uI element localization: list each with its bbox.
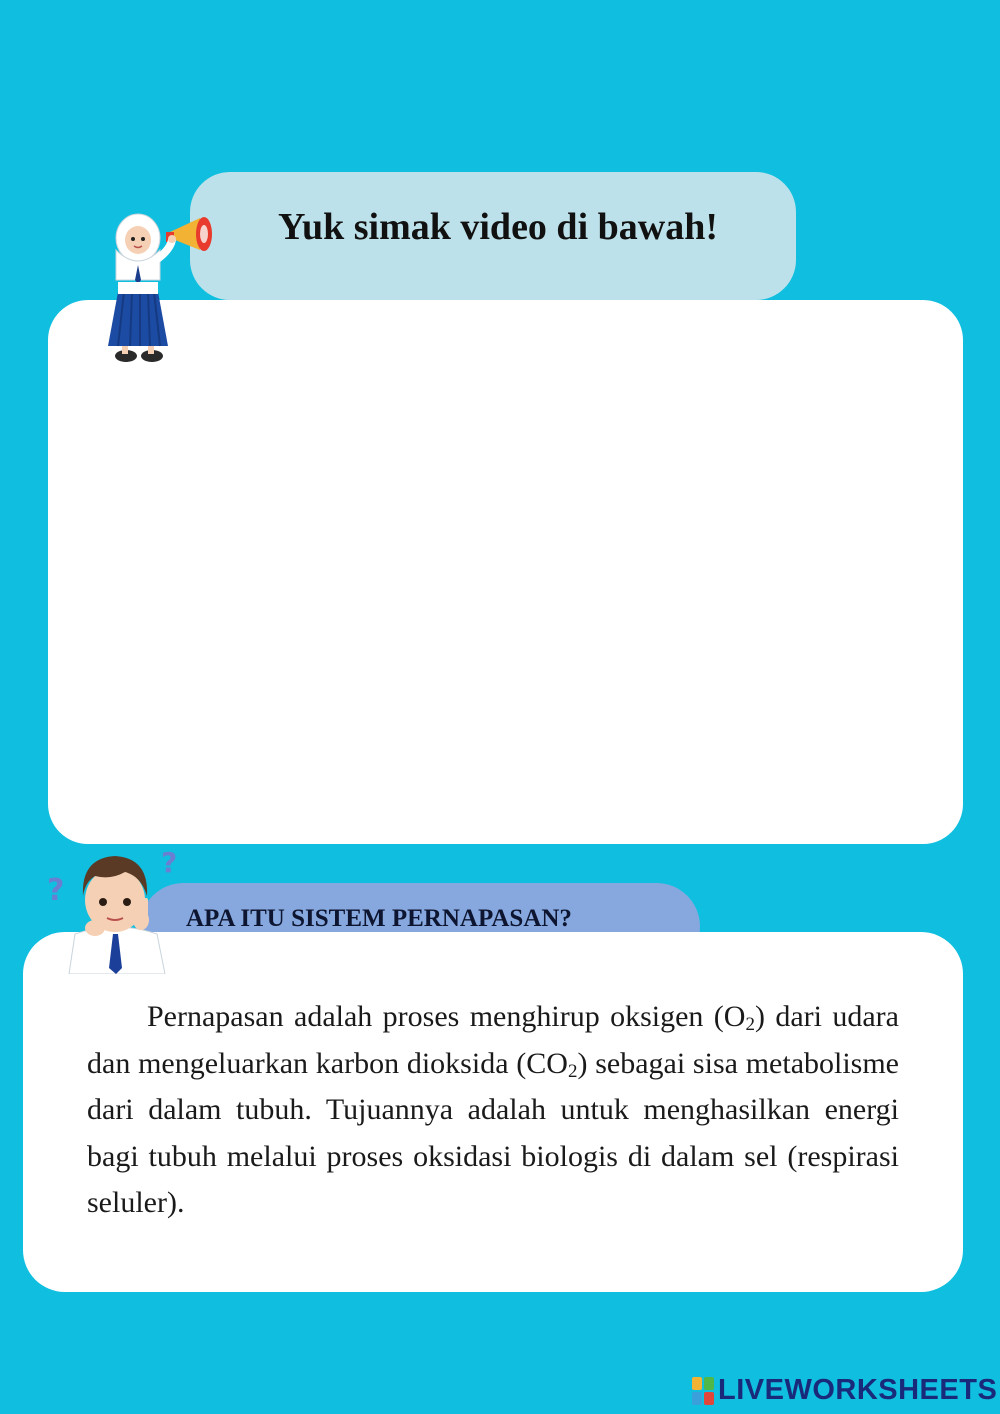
svg-text:?: ?	[161, 846, 178, 879]
brand-logo[interactable]	[692, 1374, 997, 1407]
brand-name: LIVEWORKSHEETS	[718, 1374, 998, 1406]
description-paragraph: Pernapasan adalah proses menghirup oksigen $(O_2)$ dari udara dan mengeluarkan karbon dioksida $(CO_2)$ sebagai sisa metabolisme dari dalam tubuh. Tujuannya adalah untuk menghasilkan energi bagi tubuh melalui proses oksidasi biologis di dalam sel (respirasi seluler).	[87, 1000, 899, 1219]
liveworksheets-logo-icon	[692, 1377, 714, 1405]
svg-text:?: ?	[47, 873, 65, 908]
thinking-boy-icon	[45, 842, 195, 974]
video-placeholder[interactable]	[48, 300, 963, 844]
heading-title: Yuk simak video di bawah!	[278, 206, 718, 248]
girl-with-megaphone-icon	[100, 210, 220, 370]
section-title: APA ITU SISTEM PERNAPASAN?	[186, 905, 572, 932]
